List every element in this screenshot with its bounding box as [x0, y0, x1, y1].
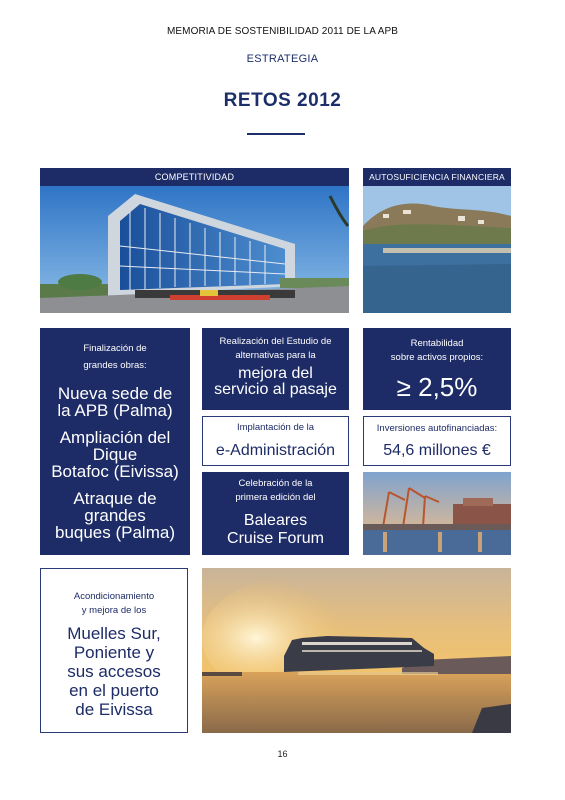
coast-photo	[363, 186, 511, 313]
page-number: 16	[277, 749, 288, 759]
administracion-box	[202, 416, 349, 466]
item2-line3: Botafoc (Eivissa)	[51, 462, 179, 481]
running-title: MEMORIA DE SOSTENIBILIDAD 2011 DE LA APB	[166, 26, 399, 37]
item3-line2: grandes	[84, 506, 146, 525]
administracion-small: Implantación de la	[236, 422, 315, 433]
forum-big1: Baleares	[243, 512, 308, 529]
forum-line2: primera edición del	[235, 492, 316, 503]
autosuficiencia-label: AUTOSUFICIENCIA FINANCIERA	[363, 168, 511, 186]
muelles-big5: de Eivissa	[75, 700, 153, 719]
muelles-big1: Muelles Sur,	[67, 624, 161, 643]
muelles-big2: Poniente y	[73, 643, 155, 662]
muelles-box	[40, 568, 188, 733]
competitividad-box	[40, 328, 190, 555]
intro-line1: Finalización de	[83, 343, 147, 354]
item2-line2: Dique	[92, 445, 138, 464]
building-photo	[40, 186, 349, 313]
forum-line1: Celebración de la	[238, 478, 313, 489]
rentabilidad-value: ≥ 2,5%	[396, 372, 478, 402]
forum-box	[202, 472, 349, 555]
rentabilidad-line2: sobre activos propios:	[390, 352, 484, 363]
muelles-line2: y mejora de los	[81, 605, 147, 616]
intro-line2: grandes obras:	[83, 360, 147, 371]
harbor-photo	[363, 472, 511, 555]
inversiones-box	[363, 416, 511, 466]
item3-line1: Atraque de	[73, 489, 157, 508]
item1-line2: la APB (Palma)	[57, 401, 173, 420]
cruise-ship-photo	[202, 568, 511, 733]
item1-line1: Nueva sede de	[57, 384, 173, 403]
section-label: ESTRATEGIA	[246, 53, 319, 65]
title-rule	[247, 133, 305, 135]
page-title: RETOS 2012	[223, 90, 342, 111]
muelles-big3: sus accesos	[67, 662, 161, 681]
inversiones-value: 54,6 millones €	[383, 442, 491, 459]
rentabilidad-line1: Rentabilidad	[410, 338, 464, 349]
muelles-big4: en el puerto	[69, 681, 159, 700]
item2-line1: Ampliación del	[59, 428, 171, 447]
muelles-line1: Acondicionamiento	[73, 591, 155, 602]
estudio-box	[202, 328, 349, 410]
forum-big2: Cruise Forum	[227, 530, 324, 547]
estudio-big1: mejora del	[238, 365, 313, 382]
administracion-big: e-Administración	[215, 442, 336, 459]
inversiones-label: Inversiones autofinanciadas:	[376, 423, 498, 434]
estudio-big2: servicio al pasaje	[214, 381, 337, 398]
estudio-line1: Realización del Estudio de	[219, 336, 332, 347]
competitividad-label: COMPETITIVIDAD	[40, 168, 349, 186]
item3-line3: buques (Palma)	[54, 523, 175, 542]
estudio-line2: alternativas para la	[235, 350, 316, 361]
rentabilidad-box	[363, 328, 511, 410]
